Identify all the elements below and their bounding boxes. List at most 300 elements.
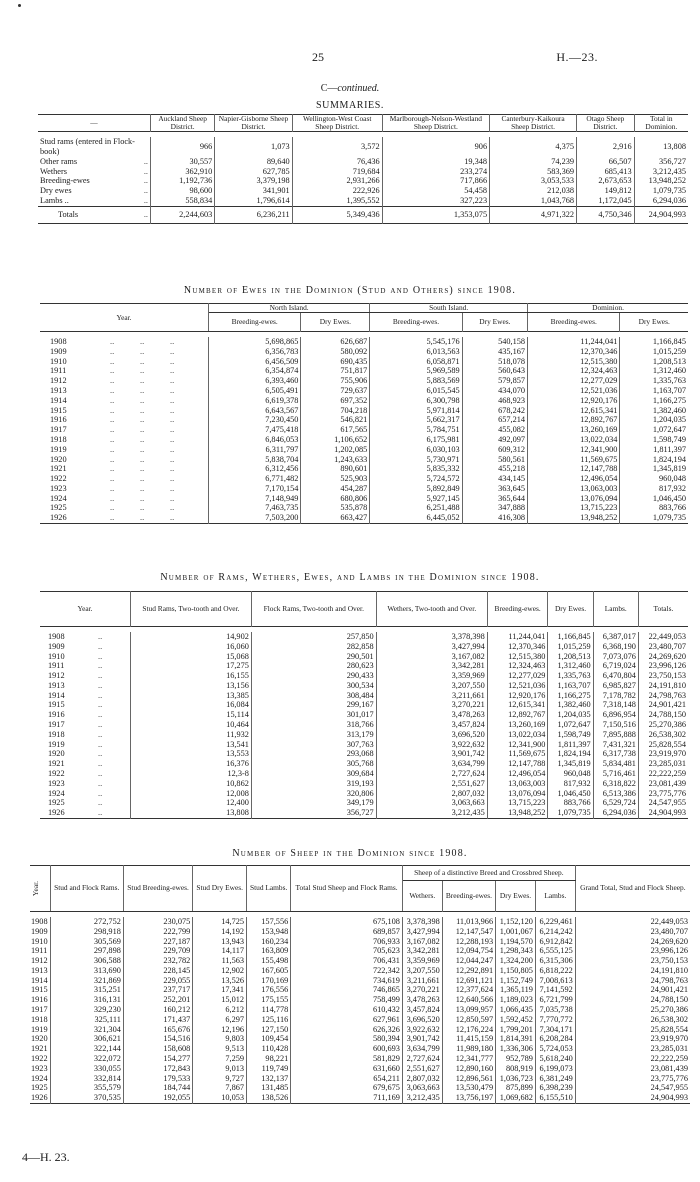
sheep-year: 1912: [30, 956, 50, 966]
summaries-cell: 1,395,552: [292, 196, 382, 206]
rams-cell: 319,193: [251, 779, 376, 789]
ewes-cell: 12,496,054: [528, 474, 620, 484]
ewes-dots: ..: [140, 386, 145, 396]
sheep-cell: 24,904,993: [650, 1093, 688, 1103]
ewes-cell: 12,892,767: [528, 415, 620, 425]
sheep-cell: 6,555,125: [535, 946, 575, 956]
ewes-cell: 12,521,036: [528, 386, 620, 396]
sheep-col-header: Stud Breeding-ewes.: [123, 866, 192, 912]
rams-year: 1926: [48, 808, 65, 818]
rams-table: [40, 591, 688, 819]
ewes-dots: ..: [110, 366, 115, 376]
ewes-cell: 455,218: [462, 464, 527, 474]
ewes-cell: 6,771,482: [209, 474, 301, 484]
sheep-cell: 12,850,597: [442, 1015, 495, 1025]
page-header: [0, 50, 700, 64]
ewes-dots: ..: [140, 464, 145, 474]
sheep-year-label: Year.: [31, 880, 40, 897]
ewes-cell: 492,097: [462, 435, 527, 445]
ewes-year-cell: [40, 357, 209, 367]
rams-cell: 3,212,435: [376, 808, 487, 818]
sheep-row: [30, 1074, 690, 1084]
rams-cell: 12,147,788: [487, 759, 548, 769]
ewes-year: 1920: [50, 454, 67, 464]
ewes-row: [40, 503, 688, 513]
ewes-dots: ..: [110, 503, 115, 513]
ewes-cell: 7,170,154: [209, 484, 301, 494]
summaries-row-label: [38, 137, 151, 157]
summaries-cell: 30,557: [151, 157, 215, 167]
rams-col-header: Totals.: [653, 603, 674, 613]
rams-dots: ..: [98, 720, 103, 730]
sheep-cell: 230,075: [123, 917, 192, 927]
sheep-cell: 1,150,805: [496, 966, 536, 976]
rams-cell: 6,529,724: [593, 798, 638, 808]
ewes-year: 1923: [50, 483, 67, 493]
ewes-dots: ..: [140, 337, 145, 347]
sheep-cell: 23,285,031: [650, 1044, 688, 1054]
sheep-cell: 11,013,966: [442, 917, 495, 927]
sheep-cell: 184,744: [123, 1083, 192, 1093]
rams-cell: 12,920,176: [487, 691, 548, 701]
sheep-cell: 3,457,824: [402, 1005, 442, 1015]
sheep-cell: 9,803: [193, 1034, 247, 1044]
ewes-year-cell: [40, 386, 209, 396]
ewes-cell: 1,345,819: [652, 464, 686, 474]
ewes-dots: ..: [140, 503, 145, 513]
sheep-cell: 580,394: [291, 1034, 403, 1044]
ewes-row: [40, 455, 688, 465]
sheep-cell: 6,818,222: [535, 966, 575, 976]
rams-cell: 5,716,461: [593, 769, 638, 779]
sheep-cell: 3,378,398: [402, 917, 442, 927]
rams-cell: 301,017: [251, 710, 376, 720]
sheep-cell: 5,724,053: [535, 1044, 575, 1054]
totals-dots: ..: [143, 209, 148, 219]
ewes-cell: 5,835,332: [370, 464, 462, 474]
rams-cell: 12,341,900: [487, 740, 548, 750]
sheep-year: 1910: [30, 937, 50, 947]
rams-cell: 12,277,029: [487, 671, 548, 681]
ewes-dots: ..: [110, 415, 115, 425]
ewes-dots: ..: [170, 405, 175, 415]
rams-year-cell: [40, 681, 131, 691]
ewes-row: [40, 396, 688, 406]
ewes-year: 1925: [50, 503, 67, 513]
sheep-cell: 160,212: [123, 1005, 192, 1015]
ewes-dots: ..: [140, 395, 145, 405]
sheep-row: [30, 1064, 690, 1074]
ewes-dots: ..: [140, 356, 145, 366]
sheep-cell: 6,212: [193, 1005, 247, 1015]
rams-cell: 1,208,513: [548, 652, 593, 662]
rams-col-header: Year.: [40, 592, 131, 627]
ewes-dots: ..: [170, 415, 175, 425]
rams-cell: 349,179: [251, 798, 376, 808]
rams-cell: 6,317,738: [593, 749, 638, 759]
rams-cell: 1,166,275: [548, 691, 593, 701]
ewes-year: 1924: [50, 493, 67, 503]
sheep-cell: 306,588: [50, 956, 123, 966]
summaries-cell: 558,834: [151, 196, 215, 206]
summaries-cell: 362,910: [151, 167, 215, 177]
ewes-dots: ..: [140, 474, 145, 484]
rams-cell: 1,811,397: [548, 740, 593, 750]
ewes-cell: 12,341,900: [528, 445, 620, 455]
rams-cell: 13,076,094: [487, 789, 548, 799]
rams-cell: 3,634,799: [376, 759, 487, 769]
rams-dots: ..: [98, 641, 103, 651]
rams-year: 1924: [48, 788, 65, 798]
ewes-cell: 455,082: [462, 425, 527, 435]
sheep-year: 1921: [30, 1044, 50, 1054]
rams-year: 1908: [48, 632, 65, 641]
ewes-cell: 6,312,456: [209, 464, 301, 474]
ewes-cell: 7,475,418: [209, 425, 301, 435]
ewes-cell: 6,311,797: [209, 445, 301, 455]
summaries-total-cell: 4,971,322: [490, 206, 577, 223]
rams-cell: 1,204,035: [548, 710, 593, 720]
ewes-dots: ..: [110, 425, 115, 435]
rams-cell: 24,269,620: [648, 651, 686, 661]
summaries-table: [38, 114, 688, 224]
rams-cell: 3,457,824: [376, 720, 487, 730]
rams-cell: 13,156: [131, 681, 252, 691]
sheep-cell: 808,919: [496, 1064, 536, 1074]
rams-dots: ..: [98, 729, 103, 739]
ewes-dots: ..: [110, 395, 115, 405]
rams-cell: 17,275: [131, 661, 252, 671]
ewes-dots: ..: [110, 337, 115, 347]
sheep-cell: 9,513: [193, 1044, 247, 1054]
ewes-row: [40, 415, 688, 425]
ewes-row: [40, 386, 688, 396]
sheep-cell: 23,919,970: [650, 1034, 688, 1044]
ewes-cell: 11,569,675: [528, 455, 620, 465]
ewes-year: 1919: [50, 444, 67, 454]
rams-cell: 13,553: [131, 749, 252, 759]
rams-cell: 7,431,321: [593, 740, 638, 750]
sheep-cell: 13,943: [193, 937, 247, 947]
sheep-cell: 322,144: [50, 1044, 123, 1054]
summaries-cell: 76,436: [292, 157, 382, 167]
rams-cell: 10,862: [131, 779, 252, 789]
ewes-cell: 579,857: [462, 376, 527, 386]
ewes-subheader: Breeding-ewes.: [209, 313, 301, 332]
ewes-cell: 890,601: [301, 464, 370, 474]
rams-cell: 22,449,053: [648, 632, 686, 641]
sheep-year: 1922: [30, 1054, 50, 1064]
sheep-cell: 7,304,171: [535, 1025, 575, 1035]
rams-row: [40, 710, 688, 720]
rams-cell: 290,501: [251, 652, 376, 662]
ewes-cell: 5,892,849: [370, 484, 462, 494]
sheep-year: 1920: [30, 1034, 50, 1044]
summaries-col-header: Wellington-West Coast Sheep District.: [292, 115, 382, 132]
rams-cell: 883,766: [548, 798, 593, 808]
ewes-cell: 546,821: [301, 415, 370, 425]
ewes-dots: ..: [170, 454, 175, 464]
rams-title: Number of Rams, Wethers, Ewes, and Lambs in the Dominion since 1908.: [160, 572, 540, 583]
sheep-cell: 24,798,763: [650, 975, 688, 985]
rams-cell: 16,376: [131, 759, 252, 769]
sheep-cell: 153,948: [247, 927, 291, 937]
ewes-cell: 609,312: [462, 445, 527, 455]
ewes-year: 1910: [50, 356, 67, 366]
rams-row: [40, 681, 688, 691]
ewes-year: 1912: [50, 376, 67, 386]
sheep-cell: 12,288,193: [442, 937, 495, 947]
sheep-cell: 2,727,624: [402, 1054, 442, 1064]
ewes-cell: 6,445,052: [370, 513, 462, 523]
rams-dots: ..: [98, 749, 103, 759]
sheep-row: [30, 966, 690, 976]
rams-cell: 13,022,034: [487, 730, 548, 740]
ewes-year: 1916: [50, 415, 67, 425]
rams-row: [40, 759, 688, 769]
rams-year: 1922: [48, 768, 65, 778]
ewes-cell: 6,393,460: [209, 376, 301, 386]
rams-row: [40, 798, 688, 808]
row-dots: ..: [143, 195, 148, 205]
sheep-cell: 2,551,627: [402, 1064, 442, 1074]
sheep-cell: 313,690: [50, 966, 123, 976]
ewes-cell: 751,817: [301, 366, 370, 376]
rams-cell: 22,222,259: [648, 768, 686, 778]
rams-cell: 7,318,148: [593, 700, 638, 710]
ewes-cell: 560,643: [462, 366, 527, 376]
ewes-cell: 435,167: [462, 347, 527, 357]
rams-cell: 7,895,888: [593, 730, 638, 740]
rams-dots: ..: [98, 710, 103, 720]
rams-cell: 24,191,810: [648, 680, 686, 690]
ewes-cell: 12,147,788: [528, 464, 620, 474]
rams-cell: 3,207,550: [376, 681, 487, 691]
rams-cell: 300,534: [251, 681, 376, 691]
ewes-dots: ..: [140, 346, 145, 356]
rams-dots: ..: [98, 632, 103, 641]
sheep-cell: 758,499: [291, 995, 403, 1005]
rams-year-cell: [40, 661, 131, 671]
ewes-table: [40, 303, 688, 524]
rams-cell: 1,382,460: [548, 700, 593, 710]
sheep-cell: 14,725: [193, 917, 247, 927]
summaries-cell: 3,379,198: [215, 176, 292, 186]
ewes-cell: 5,927,145: [370, 494, 462, 504]
ewes-cell: 454,287: [301, 484, 370, 494]
sheep-cell: 232,782: [123, 956, 192, 966]
ewes-row: [40, 435, 688, 445]
rams-cell: 11,932: [131, 730, 252, 740]
sheep-cell: 14,117: [193, 946, 247, 956]
sheep-cell: 227,187: [123, 937, 192, 947]
ewes-dots: ..: [140, 513, 145, 523]
sheep-cell: 6,155,510: [535, 1093, 575, 1103]
sheep-cell: 3,167,082: [402, 937, 442, 947]
ewes-dots: ..: [110, 346, 115, 356]
ewes-year-cell: [40, 435, 209, 445]
rams-cell: 3,478,263: [376, 710, 487, 720]
sheep-cell: 329,230: [50, 1005, 123, 1015]
rams-cell: 1,824,194: [548, 749, 593, 759]
ewes-cell: 6,846,053: [209, 435, 301, 445]
rams-cell: 24,901,421: [648, 700, 686, 710]
rams-cell: 257,850: [251, 632, 376, 642]
rams-col-header: Stud Rams, Two-tooth and Over.: [131, 592, 252, 627]
sheep-cell: 12,341,777: [442, 1054, 495, 1064]
ewes-year: 1908: [50, 337, 67, 347]
row-label-text: Breeding-ewes: [40, 176, 90, 186]
ewes-cell: 12,515,380: [528, 357, 620, 367]
ewes-row: [40, 337, 688, 347]
ewes-cell: 13,022,034: [528, 435, 620, 445]
sheep-cell: 175,155: [247, 995, 291, 1005]
sheep-cell: 176,556: [247, 985, 291, 995]
ewes-cell: 1,166,845: [652, 337, 686, 347]
ewes-cell: 5,883,569: [370, 376, 462, 386]
rams-header-row: [40, 592, 688, 627]
sheep-cell: 23,996,126: [650, 946, 688, 956]
summaries-cell: 1,192,736: [151, 176, 215, 186]
rams-cell: 24,788,150: [648, 710, 686, 720]
ewes-row: [40, 474, 688, 484]
sheep-cell: 689,857: [291, 927, 403, 937]
page-speck: [18, 4, 21, 7]
rams-dots: ..: [98, 808, 103, 818]
sheep-cell: 9,013: [193, 1064, 247, 1074]
sheep-cell: 12,044,247: [442, 956, 495, 966]
rams-row: [40, 671, 688, 681]
ewes-cell: 755,906: [301, 376, 370, 386]
rams-cell: 12,892,767: [487, 710, 548, 720]
sheep-cell: 15,012: [193, 995, 247, 1005]
ewes-year-cell: [40, 415, 209, 425]
ewes-cell: 1,243,633: [301, 455, 370, 465]
ewes-year: 1918: [50, 434, 67, 444]
sheep-cell: 298,918: [50, 927, 123, 937]
ewes-cell: 1,046,450: [652, 493, 686, 503]
sheep-cell: 25,828,554: [650, 1024, 688, 1034]
summaries-row-label: [38, 167, 151, 177]
rams-cell: 23,919,970: [648, 749, 686, 759]
sheep-group-header: Sheep of a distinctive Breed and Crossbred Sheep.: [402, 866, 575, 881]
sheep-cell: 158,608: [123, 1044, 192, 1054]
continued-heading: [0, 83, 700, 94]
ewes-cell: 5,730,971: [370, 455, 462, 465]
ewes-cell: 6,356,783: [209, 347, 301, 357]
ewes-year: 1913: [50, 386, 67, 396]
summaries-col-header: Total in Dominion.: [645, 114, 678, 132]
rams-cell: 7,178,782: [593, 691, 638, 701]
sheep-body: [30, 912, 690, 1104]
sheep-cell: 3,212,435: [402, 1093, 442, 1103]
sheep-cell: 23,750,153: [650, 956, 688, 966]
ewes-year-cell: [40, 406, 209, 416]
rams-cell: 1,046,450: [548, 789, 593, 799]
rams-col-header: Flock Rams, Two-tooth and Over.: [251, 592, 376, 627]
rams-cell: 12,400: [131, 798, 252, 808]
sheep-cell: 6,214,242: [535, 927, 575, 937]
rams-cell: 282,858: [251, 642, 376, 652]
rams-cell: 11,244,041: [487, 632, 548, 642]
rams-year-cell: [40, 769, 131, 779]
summaries-cell: 3,053,533: [490, 176, 577, 186]
ewes-dots: ..: [110, 356, 115, 366]
rams-cell: 12,370,346: [487, 642, 548, 652]
summaries-cell: 66,507: [577, 157, 635, 167]
ewes-dots: ..: [140, 483, 145, 493]
sheep-row: [30, 927, 690, 937]
ewes-cell: 363,645: [462, 484, 527, 494]
summaries-row-label: [38, 196, 151, 206]
summaries-cell: 2,931,266: [292, 176, 382, 186]
summaries-col-header: Otago Sheep District.: [577, 115, 635, 132]
ewes-cell: 12,324,463: [528, 366, 620, 376]
sheep-cell: 12,176,224: [442, 1025, 495, 1035]
sheep-year: 1913: [30, 966, 50, 976]
row-label-text: Stud rams (entered in Flock-book): [40, 137, 135, 157]
sheep-cell: 167,605: [247, 966, 291, 976]
rams-cell: 13,948,252: [487, 808, 548, 818]
sheep-cell: 23,081,439: [650, 1063, 688, 1073]
ewes-dots: ..: [170, 346, 175, 356]
ewes-row: [40, 376, 688, 386]
summaries-cell: 583,369: [490, 167, 577, 177]
ewes-dots: ..: [170, 376, 175, 386]
summaries-total-cell: 1,353,075: [382, 206, 489, 223]
sheep-cell: 154,516: [123, 1034, 192, 1044]
ewes-cell: 6,013,563: [370, 347, 462, 357]
sheep-cell: 252,201: [123, 995, 192, 1005]
rams-year: 1916: [48, 710, 65, 720]
rams-cell: 7,150,516: [593, 720, 638, 730]
rams-dots: ..: [98, 739, 103, 749]
sheep-cell: 12,292,891: [442, 966, 495, 976]
sheep-cell: 229,709: [123, 946, 192, 956]
summaries-col-header: Marlborough-Nelson-Westland Sheep District.: [382, 115, 489, 132]
rams-cell: 15,068: [131, 652, 252, 662]
sheep-table: [30, 865, 690, 1104]
rams-col-header: Dry Ewes.: [548, 592, 593, 627]
ewes-year-cell: [40, 494, 209, 504]
sheep-cell: 3,359,969: [402, 956, 442, 966]
sheep-year: 1915: [30, 985, 50, 995]
rams-cell: 12,496,054: [487, 769, 548, 779]
ewes-cell: 5,662,317: [370, 415, 462, 425]
ewes-cell: 365,644: [462, 494, 527, 504]
ewes-cell: 6,058,871: [370, 357, 462, 367]
rams-cell: 15,114: [131, 710, 252, 720]
summaries-cell: 89,640: [215, 157, 292, 167]
ewes-cell: 11,244,041: [528, 337, 620, 347]
rams-cell: 293,068: [251, 749, 376, 759]
rams-cell: 960,048: [548, 769, 593, 779]
summaries-cell: 2,673,653: [577, 176, 635, 186]
rams-cell: 356,727: [251, 808, 376, 818]
rams-dots: ..: [98, 700, 103, 710]
summaries-total-cell: 4,750,346: [577, 206, 635, 223]
sheep-col-header: Stud and Flock Rams.: [50, 866, 123, 912]
sheep-cell: 6,315,306: [535, 956, 575, 966]
ewes-cell: 580,561: [462, 455, 527, 465]
rams-year-cell: [40, 759, 131, 769]
rams-cell: 3,696,520: [376, 730, 487, 740]
ewes-cell: 7,463,735: [209, 503, 301, 513]
ewes-dots: ..: [170, 493, 175, 503]
sheep-cell: 24,269,620: [650, 936, 688, 946]
ewes-cell: 883,766: [659, 503, 686, 513]
sheep-cell: 1,324,200: [496, 956, 536, 966]
